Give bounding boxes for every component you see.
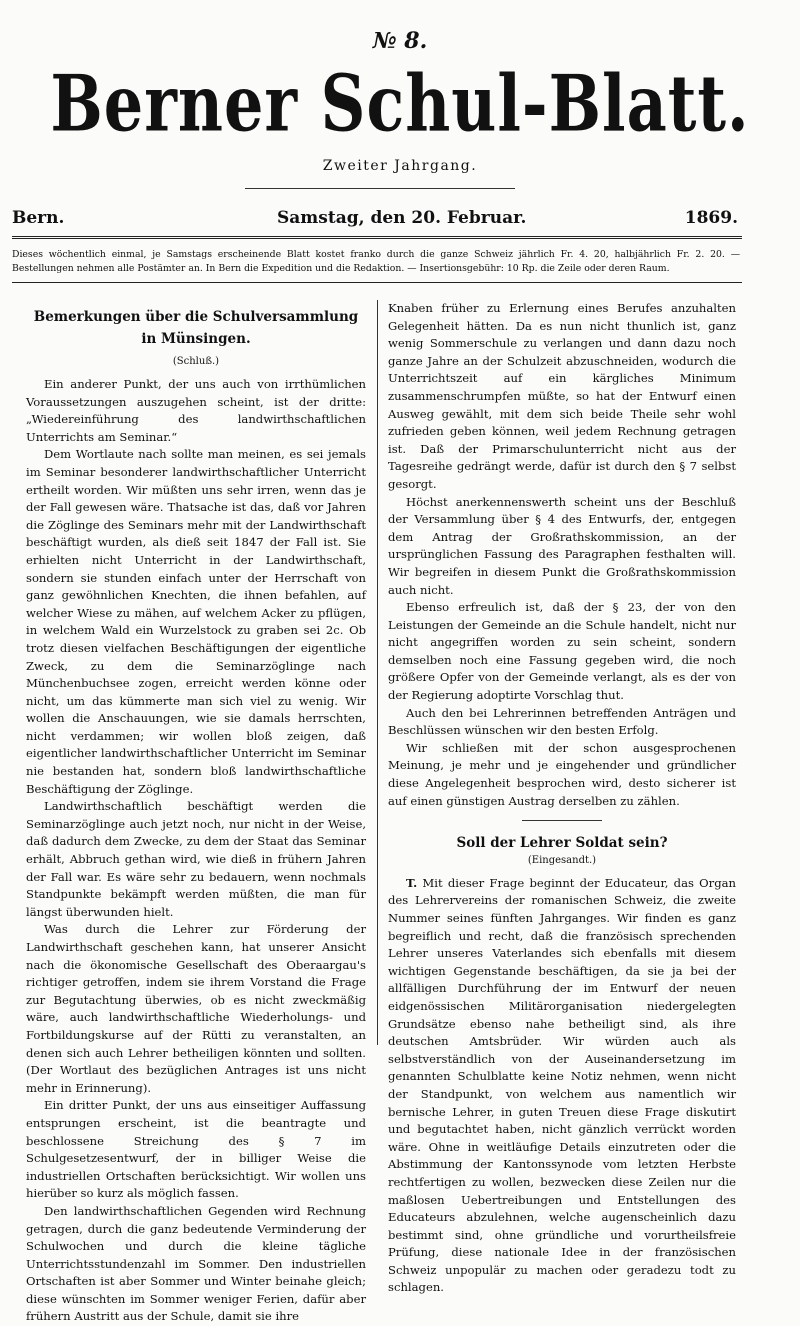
title-divider: [245, 188, 515, 189]
article1-continuation: Auch den bei Lehrerinnen betreffenden Anträgen und Beschlüssen wünschen wir den besten Erfolg.: [388, 705, 736, 738]
dateline-place: Bern.: [12, 208, 65, 228]
article1-continuation: Wir schließen mit der schon ausgesprochenen Meinung, je mehr und je eingehender und gründlicher diese Angelegenheit besprochen wird, desto sicherer ist auf einen günstigen Austrag derselben zu zählen.: [388, 740, 736, 808]
volume-subtitle: Zweiter Jahrgang.: [322, 158, 478, 174]
article2-title: Soll der Lehrer Soldat sein?: [456, 835, 668, 852]
notice-rule: [12, 282, 742, 283]
header-rule: [12, 236, 742, 239]
article-divider: [522, 820, 602, 821]
article1-paragraph: Ein dritter Punkt, der uns aus einseitiger Auffassung entsprungen erscheint, ist die beantragte und beschlossene Streichung des § 7 im Schulgesetzesentwurf, der in billiger Weise die industriellen Ortschaften berücksichtigt. Wir wollen uns hierüber so kurz als möglich fassen.: [26, 1098, 366, 1201]
article2-lead: T.: [406, 875, 418, 890]
article1-paragraph: Ein anderer Punkt, der uns auch von irrthümlichen Voraussetzungen auszugehen scheint, ist der dritte: „Wiedereinführung des landwirthschaftlichen Unterrichts am Seminar.“: [26, 377, 366, 444]
newspaper-title: Berner Schul-Blatt.: [50, 58, 750, 150]
left-column: [26, 300, 366, 1326]
issue-number: № 8.: [372, 28, 428, 54]
article1-paragraph: Dem Wortlaute nach sollte man meinen, es sei jemals im Seminar besonderer landwirthschaftlicher Unterricht ertheilt worden. Wir müßten uns sehr irren, wenn das je der Fall gewesen wäre. Thatsache ist das, daß vor Jahren die Zöglinge des Seminars mehr mit der Landwirthschaft beschäftigt wurden, als dieß seit 1847 der Fall ist. Sie erhielten nicht Unterricht in der Landwirthschaft, sondern sie stunden einfach unter der Herrschaft von ganz gewöhnlichen Knechten, die ihnen befahlen, auf welcher Wiese zu mähen, auf welchem Acker zu pflügen, in welchem Wald ein Wurzelstock zu graben sei 2c. Ob trotz diesen vielfachen Beschäftigungen der eigentliche Zweck, zu dem die Seminarzöglinge nach Münchenbuchsee zogen, erreicht werden könne oder nicht, um das kümmerte man sich viel zu wenig. Wir wollen die Anschauungen, wie sie damals herrschten, nicht verdammen; wir wollen bloß zeigen, daß eigentlicher landwirthschaftlicher Unterricht im Seminar nie bestanden hat, sondern bloß landwirthschaftliche Beschäftigung der Zöglinge.: [26, 447, 366, 796]
article2-note: (Eingesandt.): [527, 854, 597, 866]
right-column: [388, 300, 736, 1297]
article1-continuation: Ebenso erfreulich ist, daß der § 23, der von den Leistungen der Gemeinde an die Schule handelt, nicht nur nicht angegriffen worden zu sein scheint, sondern demselben noch eine Fassung gegeben wird, die noch größere Opfer von der Gemeinde verlangt, als es der von der Regierung adoptirte Vorschlag thut.: [388, 600, 736, 703]
article1-continuation: Knaben früher zu Erlernung eines Berufes anzuhalten Gelegenheit hätten. Da es nun nicht thunlich ist, ganz wenig Sommerschule zu verlangen und dann dazu noch ganze Jahre an der Schulzeit abzuschneiden, wodurch die Unterrichtszeit auf ein kärgliches Minimum zusammenschrumpfen müßte, so hat der Entwurf einen Ausweg gewählt, mit dem sich beide Theile sehr wohl zufrieden geben können, weil jedem Rechnung getragen ist. Daß der Primarschulunterricht nicht aus der Tagesreihe gedrängt werde, dafür ist durch den § 7 selbst gesorgt.: [388, 301, 736, 491]
dateline-year: 1869.: [684, 208, 738, 228]
dateline-date: Samstag, den 20. Februar.: [277, 208, 527, 228]
article1-continuation: Höchst anerkennenswerth scheint uns der Beschluß der Versammlung über § 4 des Entwurfs, der, entgegen dem Antrag der Großrathskommission, an der ursprünglichen Fassung des Paragraphen festhalten will. Wir begreifen in diesem Punkt die Großrathskommission auch nicht.: [388, 494, 736, 597]
article1-paragraph: Was durch die Lehrer zur Förderung der Landwirthschaft geschehen kann, hat unserer Ansicht nach die ökonomische Gesellschaft des Oberaargau's richtiger getroffen, indem sie ihrem Vorstand die Frage zur Begutachtung überwies, ob es nicht zweckmäßig wäre, auch landwirthschaftliche Wiederholungs- und Fortbildungskurse auf der Rütti zu veranstalten, an denen sich auch Lehrer betheiligen könnten und sollten. (Der Wortlaut des bezüglichen Antrages ist uns nicht mehr in Erinnerung).: [26, 922, 366, 1095]
article1-paragraph: Den landwirthschaftlichen Gegenden wird Rechnung getragen, durch die ganz bedeutende Verminderung der Schulwochen und durch die kleine tägliche Unterrichtsstundenzahl im Sommer. Den industriellen Ortschaften ist aber Sommer und Winter beinahe gleich; diese wünschten im Sommer weniger Ferien, dafür aber frühern Austritt aus der Schule, damit sie ihre: [26, 1203, 366, 1324]
article1-title: Bemerkungen über die Schulversammlung in Münsingen.: [33, 309, 359, 347]
article2-body: Mit dieser Frage beginnt der Educateur, das Organ des Lehrervereins der romanischen Schweiz, die zweite Nummer seines fünften Jahrganges. Wir finden es ganz begreiflich und recht, daß die französisch sprechenden Lehrer unseres Vaterlandes sich ebenfalls mit diesem wichtigen Gegenstande beschäftigen, da sie ja bei der allfälligen Durchführung der im Entwurf der neuen eidgenössischen Militärorganisation niedergelegten Grundsätze ebenso nahe betheiligt sind, als ihre deutschen Amtsbrüder. Wir würden auch als selbstverständlich von der Auseinandersetzung im genannten Schulblatte keine Notiz nehmen, wenn nicht der Standpunkt, von welchem aus namentlich wir bernische Lehrer, in guten Treuen diese Frage diskutirt und begutachtet haben, nicht gänzlich verrückt worden wäre. Ohne in weitläufige Details einzutreten oder die Abstimmung der Kantonssynode vom letzten Herbste rechtfertigen zu wollen, bezwecken diese Zeilen nur die maßlosen Uebertreibungen und Entstellungen des Educateurs abzulehnen, welche augenscheinlich dazu bestimmt sind, ohne gründliche und vorurtheilsfreie Prüfung, diese nationale Idee in der französischen Schweiz unpopulär zu machen oder geradezu todt zu schlagen.: [388, 875, 736, 1295]
article1-note: (Schluß.): [172, 356, 220, 367]
subscription-notice: Dieses wöchentlich einmal, je Samstags erscheinende Blatt kostet franko durch die ganze Schweiz jährlich Fr. 4. 20, halbjährlich Fr. 2. 20. — Bestellungen nehmen alle Postämter an. In Bern die Expedition und die Redaktion. — Insertionsgebühr: 10 Rp. die Zeile oder deren Raum.: [12, 249, 740, 274]
article2-paragraph: [388, 875, 736, 1297]
column-divider: [377, 300, 378, 1045]
article1-paragraph: Landwirthschaftlich beschäftigt werden die Seminarzöglinge auch jetzt noch, nur nicht in der Weise, daß dadurch dem Zwecke, zu dem der Staat das Seminar erhält, Abbruch gethan wird, wie dieß in frühern Jahren der Fall war. Es wäre sehr zu bedauern, wenn nochmals Standpunkte bekämpft werden müßten, die man für längst überwunden hielt.: [26, 799, 366, 919]
